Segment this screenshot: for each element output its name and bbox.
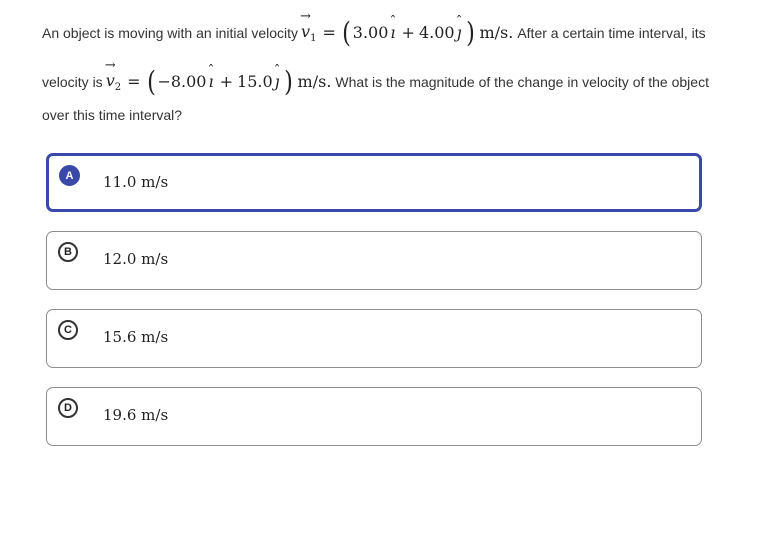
question-line-2 (42, 57, 732, 106)
option-letter-badge: C (58, 320, 78, 340)
question-line-1 (42, 8, 732, 57)
option-value: 12.0 m/s (103, 250, 169, 268)
answer-option-a[interactable] (46, 153, 702, 212)
initial-velocity-expression: → $v_1$ = ( 3.00 ˆ ı + 4.00 ˆ ȷ ) m/s. (298, 19, 513, 47)
question-line-1-prefix: An object is moving with an initial velocity (42, 24, 299, 41)
j-hat: ˆ ȷ (275, 72, 280, 91)
answer-option-d[interactable] (46, 387, 702, 446)
question-line-2-prefix: velocity is (42, 73, 103, 90)
answer-option-b[interactable] (46, 231, 702, 290)
v2-vector-symbol: → $v_2$ (106, 71, 121, 93)
v1-unit: m/s. (479, 23, 514, 42)
question-line-1-suffix: After a certain time interval, its (517, 24, 706, 41)
question-line-3: over this time interval? (42, 107, 183, 123)
final-velocity-expression: → $v_2$ = ( −8.00 ˆ ı + 15.0 ˆ ȷ ) m/s. (103, 68, 332, 96)
v2-i-component: −8.00 (157, 72, 207, 91)
question-line-2-suffix: What is the magnitude of the change in velocity of the object (335, 73, 709, 90)
option-letter-badge: A (59, 165, 80, 186)
i-hat: ˆ ı (390, 23, 395, 42)
v2-j-component: 15.0 (237, 72, 273, 91)
i-hat: ˆ ı (208, 72, 213, 91)
v1-i-component: 3.00 (352, 23, 389, 42)
option-value: 11.0 m/s (103, 173, 169, 191)
option-value: 15.6 m/s (103, 328, 169, 346)
option-letter-badge: D (58, 398, 78, 418)
option-letter-badge: B (58, 242, 78, 262)
option-value: 19.6 m/s (103, 406, 169, 424)
j-hat: ˆ ȷ (457, 23, 462, 42)
v1-j-component: 4.00 (418, 23, 455, 42)
answer-option-c[interactable] (46, 309, 702, 368)
v2-unit: m/s. (297, 72, 332, 91)
question-text (42, 8, 732, 130)
v1-vector-symbol: → $v_1$ (301, 22, 316, 44)
